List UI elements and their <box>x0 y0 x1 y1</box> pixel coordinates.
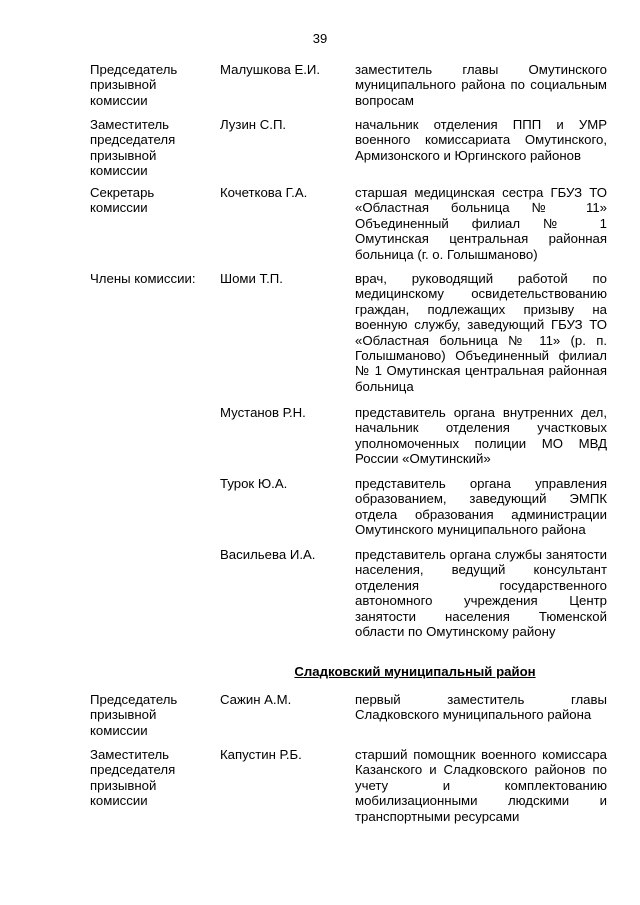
member-position: представитель органа управления образованием, заведующий ЭМПК отдела образования администрации Омутинского муниципального района <box>355 476 607 538</box>
role-line: призывной <box>90 77 157 93</box>
table-row <box>90 271 610 405</box>
role-cell <box>90 271 220 286</box>
table-row <box>90 117 610 185</box>
role-line: комиссии <box>90 163 148 179</box>
member-position: представитель органа службы занятости населения, ведущий консультант отделения государственного автономного учреждения Центр занятости населения Тюменской области по Омутинскому району <box>355 547 607 640</box>
role-line: комиссии <box>90 200 148 216</box>
role-line: Заместитель <box>90 117 170 132</box>
role-line: комиссии <box>90 793 148 809</box>
table-row <box>90 405 610 476</box>
role-line: председателя <box>90 132 176 148</box>
table-row <box>90 476 610 547</box>
member-position: представитель органа внутренних дел, начальник отделения участковых уполномоченных полиции МО МВД России «Омутинский» <box>355 405 607 467</box>
member-position: заместитель главы Омутинского муниципального района по социальным вопросам <box>355 62 607 108</box>
role-line: призывной <box>90 707 157 723</box>
member-name: Сажин А.М. <box>220 692 292 707</box>
member-position: первый заместитель главы Сладковского муниципального района <box>355 692 607 723</box>
member-name: Васильева И.А. <box>220 547 316 562</box>
table-row <box>90 185 610 271</box>
role-line: Заместитель <box>90 747 170 762</box>
table-row <box>90 692 610 747</box>
member-name: Турок Ю.А. <box>220 476 288 491</box>
section-heading: Сладковский муниципальный район <box>294 664 536 679</box>
page-number: 39 <box>312 31 328 46</box>
role-cell <box>90 747 220 809</box>
member-position: старший помощник военного комиссара Казанского и Сладковского районов по учету и комплектованию мобилизационными людскими и транспортными ресурсами <box>355 747 607 824</box>
commission-list <box>90 62 610 837</box>
role-line: Члены комиссии: <box>90 271 196 286</box>
member-name: Капустин Р.Б. <box>220 747 302 762</box>
member-name: Кочеткова Г.А. <box>220 185 308 200</box>
role-line: призывной <box>90 777 157 793</box>
member-position: врач, руководящий работой по медицинскому освидетельствованию граждан, подлежащих призыву на военную службу, заведующий ГБУЗ ТО «Областная больница № 11» (р. п. Голышманово) Объединенный филиал № 1 Омутинская центральная районная больница <box>355 271 607 394</box>
role-cell <box>90 185 220 216</box>
table-row <box>90 62 610 117</box>
role-cell <box>90 692 220 738</box>
member-position: старшая медицинская сестра ГБУЗ ТО «Областная больница № 11» Объединенный филиал № 1 Омутинская центральная районная больница (г. о. Голышманово) <box>355 185 607 262</box>
role-line: Секретарь <box>90 185 155 200</box>
table-row <box>90 547 610 657</box>
member-name: Мустанов Р.Н. <box>220 405 306 420</box>
member-name: Малушкова Е.И. <box>220 62 321 77</box>
role-line: Председатель <box>90 692 178 707</box>
member-position: начальник отделения ППП и УМР военного комиссариата Омутинского, Армизонского и Юргинского районов <box>355 117 607 163</box>
role-line: Председатель <box>90 62 178 77</box>
role-cell <box>90 117 220 179</box>
role-line: призывной <box>90 147 157 163</box>
member-name: Шоми Т.П. <box>220 271 283 286</box>
role-line: комиссии <box>90 722 148 738</box>
role-cell <box>90 62 220 108</box>
member-name: Лузин С.П. <box>220 117 287 132</box>
role-line: председателя <box>90 762 176 778</box>
table-row <box>90 747 610 837</box>
role-line: комиссии <box>90 92 148 108</box>
